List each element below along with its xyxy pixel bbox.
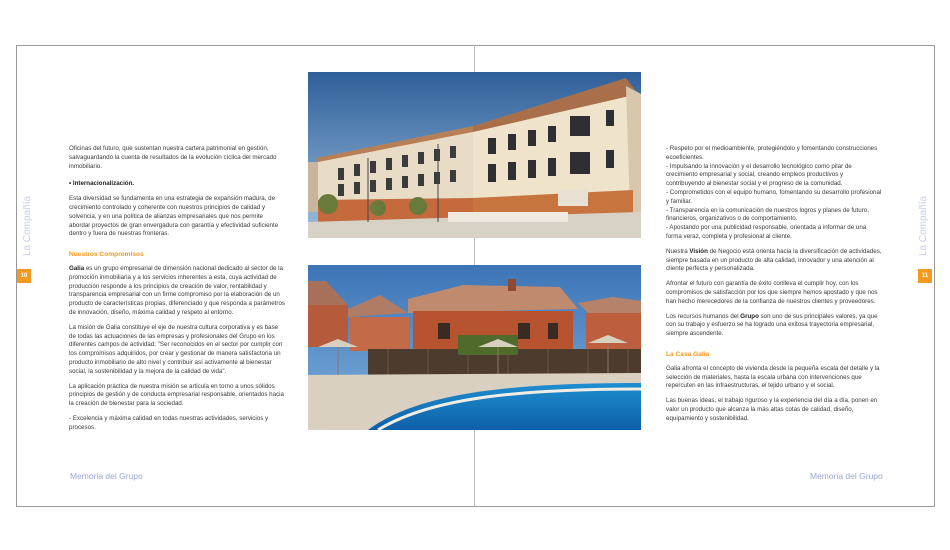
list-item: - Apostando por una publicidad responsable, orientada a informar de una forma veraz, completa y profesional al cliente. xyxy=(666,224,867,240)
pool-houses-photo xyxy=(308,265,641,430)
left-footer: Memoria del Grupo xyxy=(70,471,143,481)
right-footer: Memoria del Grupo xyxy=(810,471,883,481)
intl-paragraph: Esta diversidad se fundamenta en una estrategia de expansión madura, de crecimiento controlado y coherente con nuestros principios de calidad y solvencia, y en una política de alianzas empresariales que nos permite abordar proyectos de gran envergadura con garantía y efectividad suficiente dentro y fuera de nuestras fronteras. xyxy=(69,195,279,238)
left-text-column xyxy=(69,145,285,439)
left-page-number: 10 xyxy=(17,269,31,283)
excellence-item: - Excelencia y máxima calidad en todas nuestras actividades, servicios y procesos. xyxy=(69,414,269,431)
list-item: - Comprometidos con el equipo humano, fomentando su desarrollo profesional y familiar. xyxy=(666,188,882,205)
section-title-casa-galia: La Casa Galia xyxy=(666,350,710,358)
list-item: - Impulsando la innovación y el desarrollo tecnológico como pilar de crecimiento empresarial y social, creando empleos productivos y contribuyendo al bienestar social y el progreso de la comunidad. xyxy=(666,162,852,188)
application-paragraph: La aplicación práctica de nuestra misión se articula en torno a unos sólidos principios de gestión y de conducta empresarial responsable, orientados hacia la creación de bienestar para la sociedad. xyxy=(69,382,284,408)
galia-paragraph: Galia es un grupo empresarial de dimensión nacional dedicado al sector de la promoción inmobiliaria y a los servicios inherentes a esta, cuya actividad de producción responde a los principios de creación de valor, rentabilidad y transparencia empresarial con un firme compromiso por la elaboración de un producto de características propias, diferenciado y que responda a parámetros de innovación, diseño, máxima calidad y respeto al entorno. xyxy=(69,264,285,316)
right-page-number: 11 xyxy=(918,269,932,283)
right-text-column xyxy=(666,145,882,430)
left-side-label: La Compañía xyxy=(22,195,33,256)
list-item: - Transparencia en la comunicación de nuestros logros y planes de futuro, financieros, organizativos o de comportamiento. xyxy=(666,206,869,223)
intro-paragraph: Oficinas del futuro, que sustentan nuestra cartera patrimonial en gestión, salvaguardando la cuenta de resultados de la evolución cíclica del mercado inmobiliario. xyxy=(69,145,277,170)
vision-paragraph: Nuestra Visión de Negocio está orienta hacia la diversificación de actividades, siempre basada en un producto de alta calidad, innovador y una atención al cliente perfecta y personalizada. xyxy=(666,247,882,273)
section-title-compromisos: Nuestros Compromisos xyxy=(69,251,144,259)
bullet-heading: • Internacionalización. xyxy=(69,180,135,188)
list-item: - Respeto por el medioambiente, protegiéndolo y fomentando construcciones ecoeficientes. xyxy=(666,145,878,161)
principles-list xyxy=(666,145,882,242)
hr-paragraph: Los recursos humanos del Grupo son uno de sus principales valores, ya que con su trabajo y esfuerzo se ha logrado una exitosa trayectoria empresarial, siempre ascendente. xyxy=(666,312,878,338)
mission-paragraph: La misión de Galia constituye el eje de nuestra cultura corporativa y es base de todas las actuaciones de las empresas y profesionales del Grupo en los diferentes campos de actividad: "Ser reconocidos en el sector por cumplir con los compromisos adquiridos, por crear y gestionar de manera satisfactoria un producto inmobiliario de alto nivel y contribuir así activamente al bienestar social, la sostenibilidad y la mejora de la calidad de vida". xyxy=(69,323,283,375)
casa-paragraph: Galia afronta el concepto de vivienda desde la pequeña escala del detalle y la selección de materiales, hasta la escala urbana con intervenciones que repercuten en las infraestructuras, el tejido urbano y el social. xyxy=(666,364,880,390)
building-photo xyxy=(308,72,641,238)
right-side-label: La Compañía xyxy=(918,195,929,256)
future-paragraph: Afrontar el futuro con garantía de éxito conlleva el cumplir hoy, con los compromisos de satisfacción por los que siempre hemos apostado y que nos han hecho merecedores de la confianza de nuestros clientes y proveedores. xyxy=(666,280,878,305)
ideas-paragraph: Las buenas ideas, el trabajo riguroso y la experiencia del día a día, ponen en valor un producto que alcanza la más altas cotas de calidad, diseño, equipamiento y sostenibilidad. xyxy=(666,397,878,422)
